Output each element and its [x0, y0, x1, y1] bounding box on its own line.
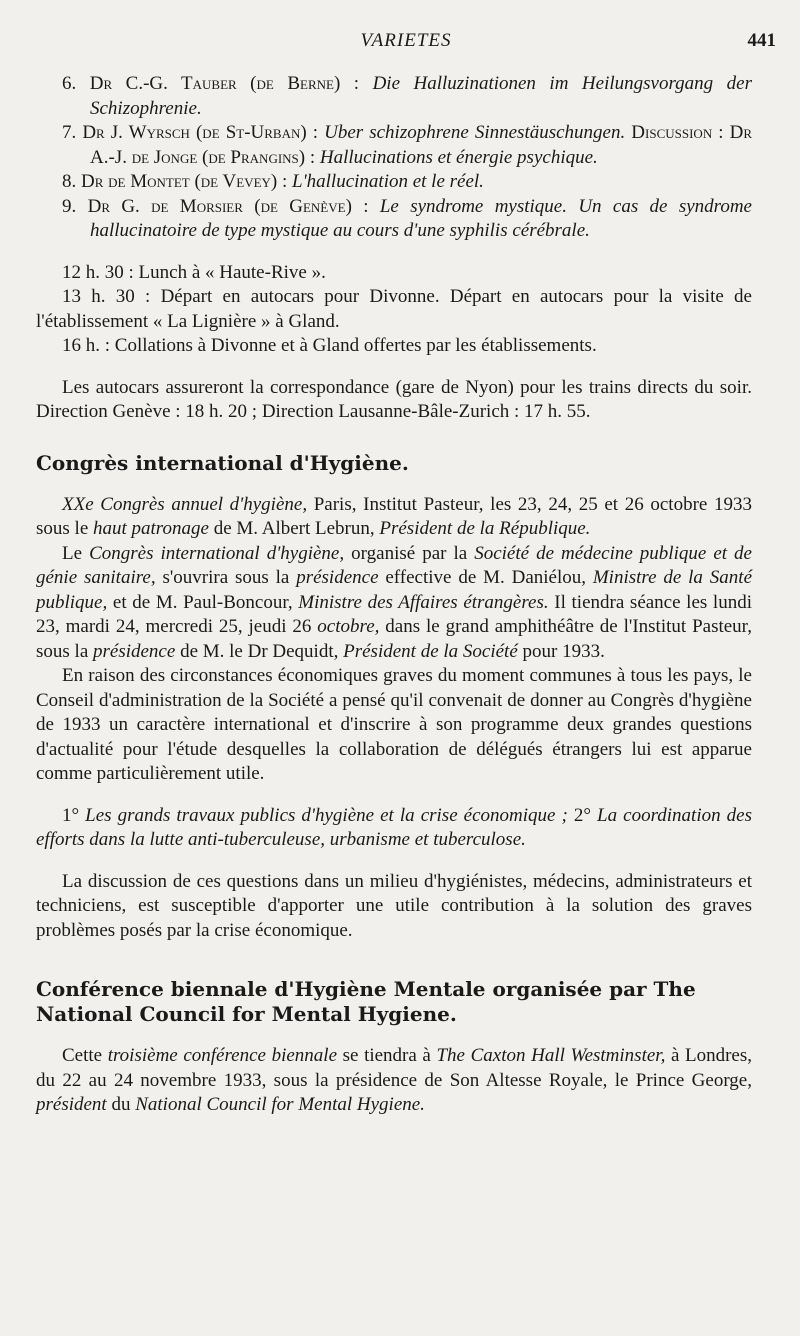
program-list: [36, 72, 752, 244]
schedule-entry: 13 h. 30 : Départ en autocars pour Divonne. Départ en autocars pour la visite de l'établissement « La Lignière » à Gland.: [36, 286, 752, 332]
running-title: VARIETES: [360, 30, 452, 51]
paragraph: En raison des circonstances économiques graves du moment communes à tous les pays, le Conseil d'administration de la Société a pensé qu'il convenait de donner au Congrès d'hygiène de 1933 un caractère international et d'inscrire à son programme deux grandes questions d'actualité pour l'étude desquelles la collaboration de délégués étrangers lui est apparue comme particulièrement utile.: [36, 665, 752, 784]
paragraph: Le Congrès international d'hygiène, organisé par la Société de médecine publique et de génie sanitaire, s'ouvrira sous la présidence effective de M. Daniélou, Ministre de la Santé publique, et de M. Paul-Boncour, Ministre des Affaires étrangères. Il tiendra séance les lundi 23, mardi 24, mercredi 25, jeudi 26 octobre, dans le grand amphithéâtre de l'Institut Pasteur, sous la présidence de M. le Dr Dequidt, Président de la Société pour 1933.: [36, 542, 753, 662]
paragraph: XXe Congrès annuel d'hygiène, Paris, Institut Pasteur, les 23, 24, 25 et 26 octobre 1933 sous le haut patronage de M. Albert Lebrun, Président de la République.: [36, 493, 752, 539]
program-item: 8. Dr de Montet (de Vevey) : L'hallucination et le réel.: [62, 171, 484, 192]
running-header: [36, 30, 776, 60]
page-body: [36, 72, 752, 1118]
paragraph: La discussion de ces questions dans un milieu d'hygiénistes, médecins, administrateurs et techniciens, est susceptible d'apporter une utile contribution à la solution des graves problèmes posés par la crise économique.: [36, 870, 752, 941]
schedule-entry: 16 h. : Collations à Divonne et à Gland offertes par les établissements.: [62, 335, 597, 356]
schedule-entry: 12 h. 30 : Lunch à « Haute-Rive ».: [62, 261, 326, 283]
program-item: 6. Dr C.-G. Tauber (de Berne) : Die Halluzinationen im Heilungsvorgang der Schizophrenie.: [62, 73, 752, 119]
program-item: 7. Dr J. Wyrsch (de St-Urban) : Uber schizophrene Sinnestäuschungen. Discussion : Dr A.-J. de Jonge (de Prangins) : Hallucinations et énergie psychique.: [62, 122, 752, 168]
page-number: 441: [747, 30, 776, 51]
paragraph: 1° Les grands travaux publics d'hygiène et la crise économique ; 2° La coordination des efforts dans la lutte anti-tuberculeuse, urbanisme et tuberculose.: [36, 804, 752, 850]
transport-note: Les autocars assureront la correspondance (gare de Nyon) pour les trains directs du soir. Direction Genève : 18 h. 20 ; Direction Lausanne-Bâle-Zurich : 17 h. 55.: [36, 376, 752, 422]
program-item: 9. Dr G. de Morsier (de Genève) : Le syndrome mystique. Un cas de syndrome hallucinatoire de type mystique au cours d'une syphilis cérébrale.: [62, 195, 752, 241]
paragraph: Cette troisième conférence biennale se tiendra à The Caxton Hall Westminster, à Londres, du 22 au 24 novembre 1933, sous la présidence de Son Altesse Royale, le Prince George, président du National Council for Mental Hygiene.: [36, 1045, 752, 1115]
section-heading-hygiene-congress: Congrès international d'Hygiène.: [36, 450, 409, 475]
section-heading-mental-hygiene-conference: Conférence biennale d'Hygiène Mentale organisée par The National Council for Mental Hygiene.: [36, 977, 696, 1026]
